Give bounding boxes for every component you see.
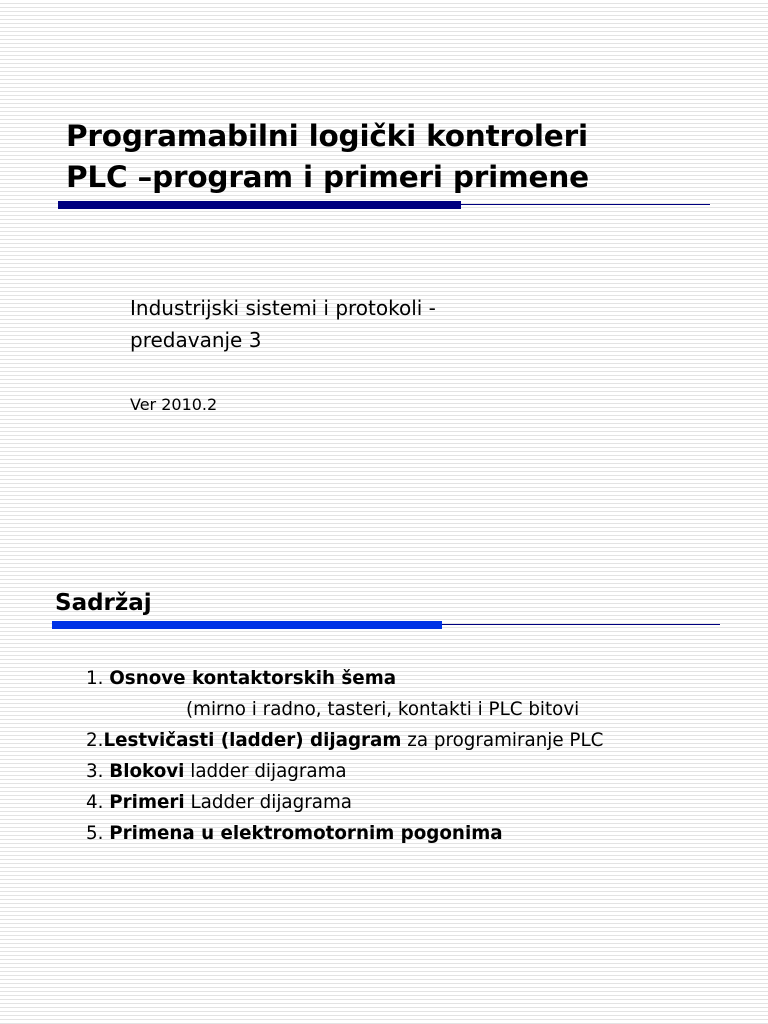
subtitle-line-1: Industrijski sistemi i protokoli - xyxy=(130,296,436,320)
slide-title xyxy=(66,116,589,198)
item-number: 2. xyxy=(86,730,104,751)
item-bold: Primeri xyxy=(109,792,185,813)
title-line-1: Programabilni logički kontroleri xyxy=(66,119,588,153)
item-number: 3. xyxy=(86,761,110,782)
contents-item xyxy=(86,663,603,694)
item-rest: za programiranje PLC xyxy=(401,730,604,751)
item-rest: (mirno i radno, tasteri, kontakti i PLC bitovi xyxy=(186,699,580,720)
item-rest: ladder dijagrama xyxy=(184,761,347,782)
title-line-2: PLC –program i primeri primene xyxy=(66,160,589,194)
contents-item xyxy=(86,725,603,756)
contents-item xyxy=(86,818,603,849)
contents-item xyxy=(86,694,603,725)
item-number: 5. xyxy=(86,823,110,844)
subtitle xyxy=(130,292,436,356)
item-number: 1. xyxy=(86,668,110,689)
item-rest: Ladder dijagrama xyxy=(184,792,352,813)
subtitle-line-2: predavanje 3 xyxy=(130,328,262,352)
contents-item xyxy=(86,756,603,787)
item-bold: Primena u elektromotornim pogonima xyxy=(109,823,503,844)
contents-heading: Sadržaj xyxy=(55,590,152,616)
item-bold: Lestvičasti (ladder) dijagram xyxy=(103,730,402,751)
contents-item xyxy=(86,787,603,818)
item-number: 4. xyxy=(86,792,110,813)
item-bold: Osnove kontaktorskih šema xyxy=(109,668,397,689)
contents-list xyxy=(86,663,603,849)
version-label: Ver 2010.2 xyxy=(130,395,218,414)
item-bold: Blokovi xyxy=(109,761,185,782)
